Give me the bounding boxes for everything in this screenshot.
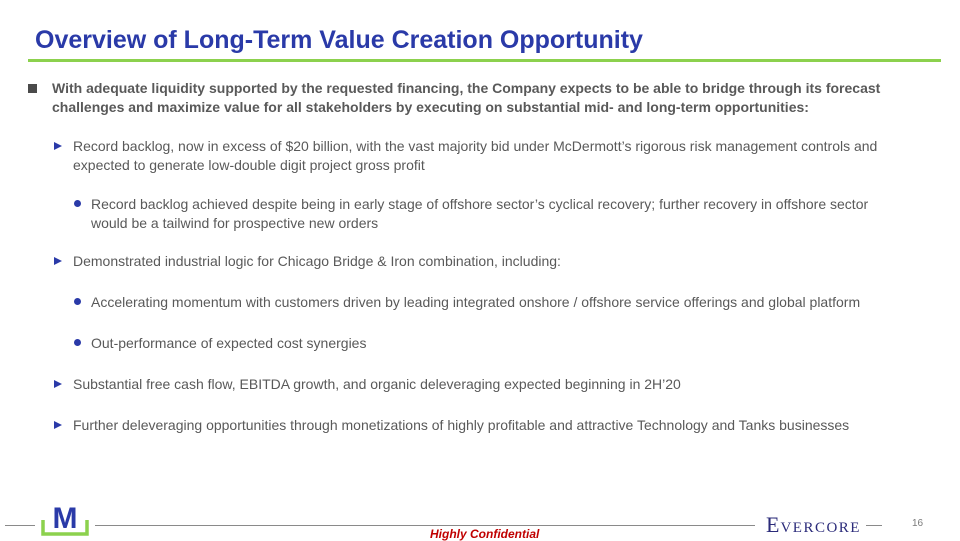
brand-rest: VERCORE bbox=[780, 520, 861, 536]
bullet-point: Substantial free cash flow, EBITDA growth, and organic deleveraging expected beginning in 2H’20 bbox=[73, 376, 681, 392]
footer-line-left bbox=[5, 525, 35, 526]
bullet-point: Record backlog, now in excess of $20 billion, with the vast majority bid under McDermott’s rigorous risk management controls and expected to generate low-double digit project gross profit bbox=[73, 138, 878, 173]
brand-initial: E bbox=[766, 512, 781, 537]
bullet-point: Further deleveraging opportunities through monetizations of highly profitable and attractive Technology and Tanks businesses bbox=[73, 417, 850, 433]
dot-bullet-icon bbox=[74, 339, 81, 346]
confidential-label: Highly Confidential bbox=[430, 527, 540, 541]
logo-letter: M bbox=[52, 502, 78, 535]
sub-bullet-point: Out-performance of expected cost synergies bbox=[91, 335, 367, 351]
dot-bullet-icon bbox=[74, 298, 81, 305]
triangle-bullet-icon bbox=[54, 380, 62, 388]
evercore-logo bbox=[766, 512, 861, 538]
dot-bullet-icon bbox=[74, 200, 81, 207]
footer-line-middle bbox=[95, 525, 755, 526]
triangle-bullet-icon bbox=[54, 421, 62, 429]
sub-bullet-point: Record backlog achieved despite being in early stage of offshore sector’s cyclical recovery; further recovery in offshore sector would be a tailwind for prospective new orders bbox=[91, 196, 869, 231]
bullet-point: Demonstrated industrial logic for Chicago Bridge & Iron combination, including: bbox=[73, 253, 561, 269]
square-bullet-icon bbox=[28, 84, 37, 93]
triangle-bullet-icon bbox=[54, 257, 62, 265]
triangle-bullet-icon bbox=[54, 142, 62, 150]
page-title: Overview of Long-Term Value Creation Opportunity bbox=[35, 26, 643, 54]
footer-line-right bbox=[866, 525, 882, 526]
intro-paragraph: With adequate liquidity supported by the requested financing, the Company expects to be able to bridge through its forecast challenges and maximize value for all stakeholders by executing on substantial mid- and long-term opportunities: bbox=[52, 80, 881, 115]
mcdermott-logo bbox=[41, 500, 89, 536]
sub-bullet-point: Accelerating momentum with customers driven by leading integrated onshore / offshore service offerings and global platform bbox=[91, 294, 861, 310]
page-number: 16 bbox=[912, 518, 924, 529]
